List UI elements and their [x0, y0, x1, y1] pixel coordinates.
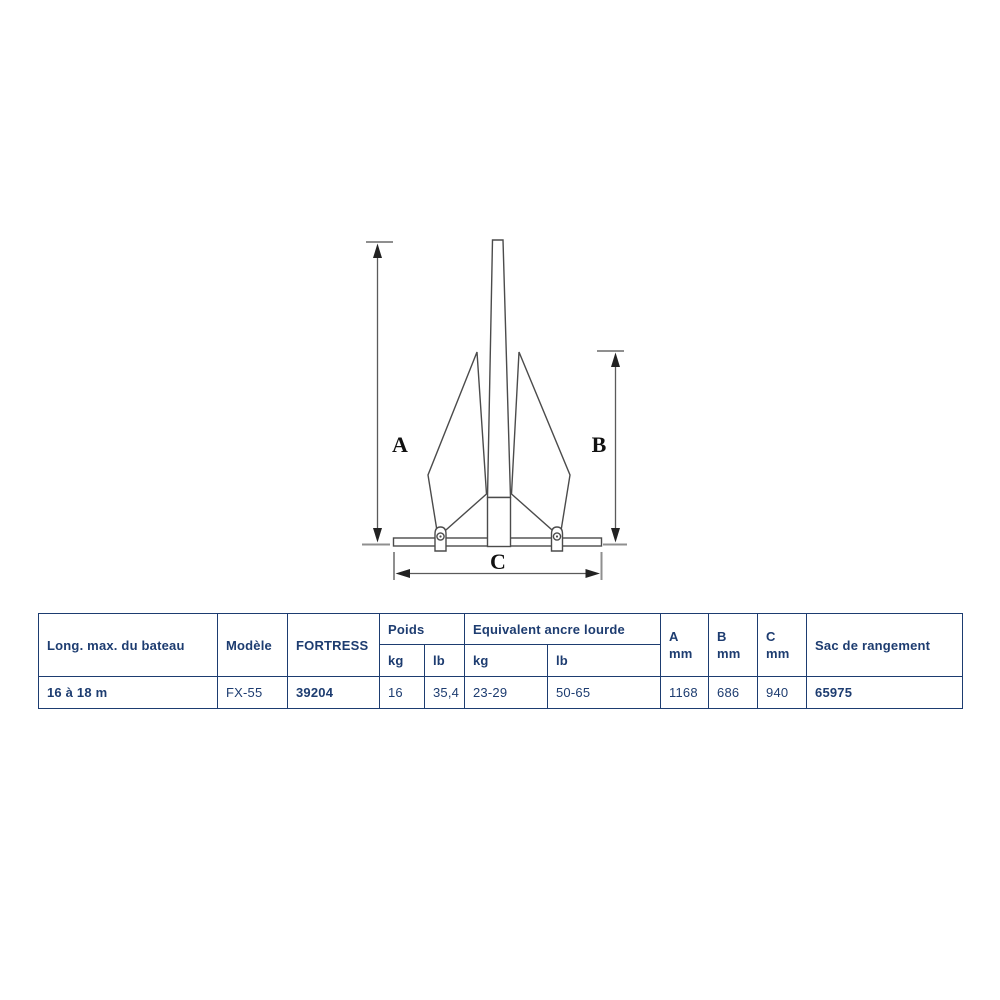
cell-boat-length: 16 à 18 m — [39, 677, 218, 709]
dimension-c — [394, 549, 602, 580]
anchor-fluke-left — [428, 352, 487, 537]
header-weight-group: Poids — [380, 614, 465, 645]
cell-brand-ref: 39204 — [288, 677, 380, 709]
header-a-unit: mm — [669, 646, 693, 661]
anchor-bracket-right-pin — [556, 535, 558, 537]
header-a-mm — [661, 614, 709, 677]
header-brand: FORTRESS — [288, 614, 380, 677]
header-c-unit: mm — [766, 646, 790, 661]
anchor-crown-plate — [488, 498, 511, 547]
dimension-c-label: C — [490, 549, 506, 574]
table-row — [39, 677, 963, 709]
anchor-dimension-diagram — [330, 225, 650, 605]
header-equivalent-group: Equivalent ancre lourde — [465, 614, 661, 645]
cell-weight-lb: 35,4 — [425, 677, 465, 709]
header-b-label: B — [717, 629, 727, 644]
header-b-mm — [709, 614, 758, 677]
anchor-shank — [488, 240, 511, 498]
header-equivalent-kg: kg — [465, 645, 548, 677]
header-c-mm — [758, 614, 807, 677]
header-a-label: A — [669, 629, 679, 644]
cell-model: FX-55 — [218, 677, 288, 709]
header-b-unit: mm — [717, 646, 741, 661]
cell-storage-bag: 65975 — [807, 677, 963, 709]
spec-table — [38, 613, 963, 709]
header-weight-kg: kg — [380, 645, 425, 677]
header-weight-lb: lb — [425, 645, 465, 677]
header-boat-length: Long. max. du bateau — [39, 614, 218, 677]
anchor-fluke-right — [512, 352, 571, 537]
header-storage-bag: Sac de rangement — [807, 614, 963, 677]
header-model: Modèle — [218, 614, 288, 677]
cell-a-mm: 1168 — [661, 677, 709, 709]
header-c-label: C — [766, 629, 776, 644]
cell-b-mm: 686 — [709, 677, 758, 709]
dimension-a — [362, 242, 408, 545]
cell-equivalent-kg: 23-29 — [465, 677, 548, 709]
cell-equivalent-lb: 50-65 — [548, 677, 661, 709]
dimension-b — [592, 351, 627, 545]
cell-c-mm: 940 — [758, 677, 807, 709]
header-equivalent-lb: lb — [548, 645, 661, 677]
anchor-bracket-left-pin — [439, 535, 441, 537]
dimension-a-label: A — [392, 432, 408, 457]
cell-weight-kg: 16 — [380, 677, 425, 709]
dimension-b-label: B — [591, 432, 607, 457]
